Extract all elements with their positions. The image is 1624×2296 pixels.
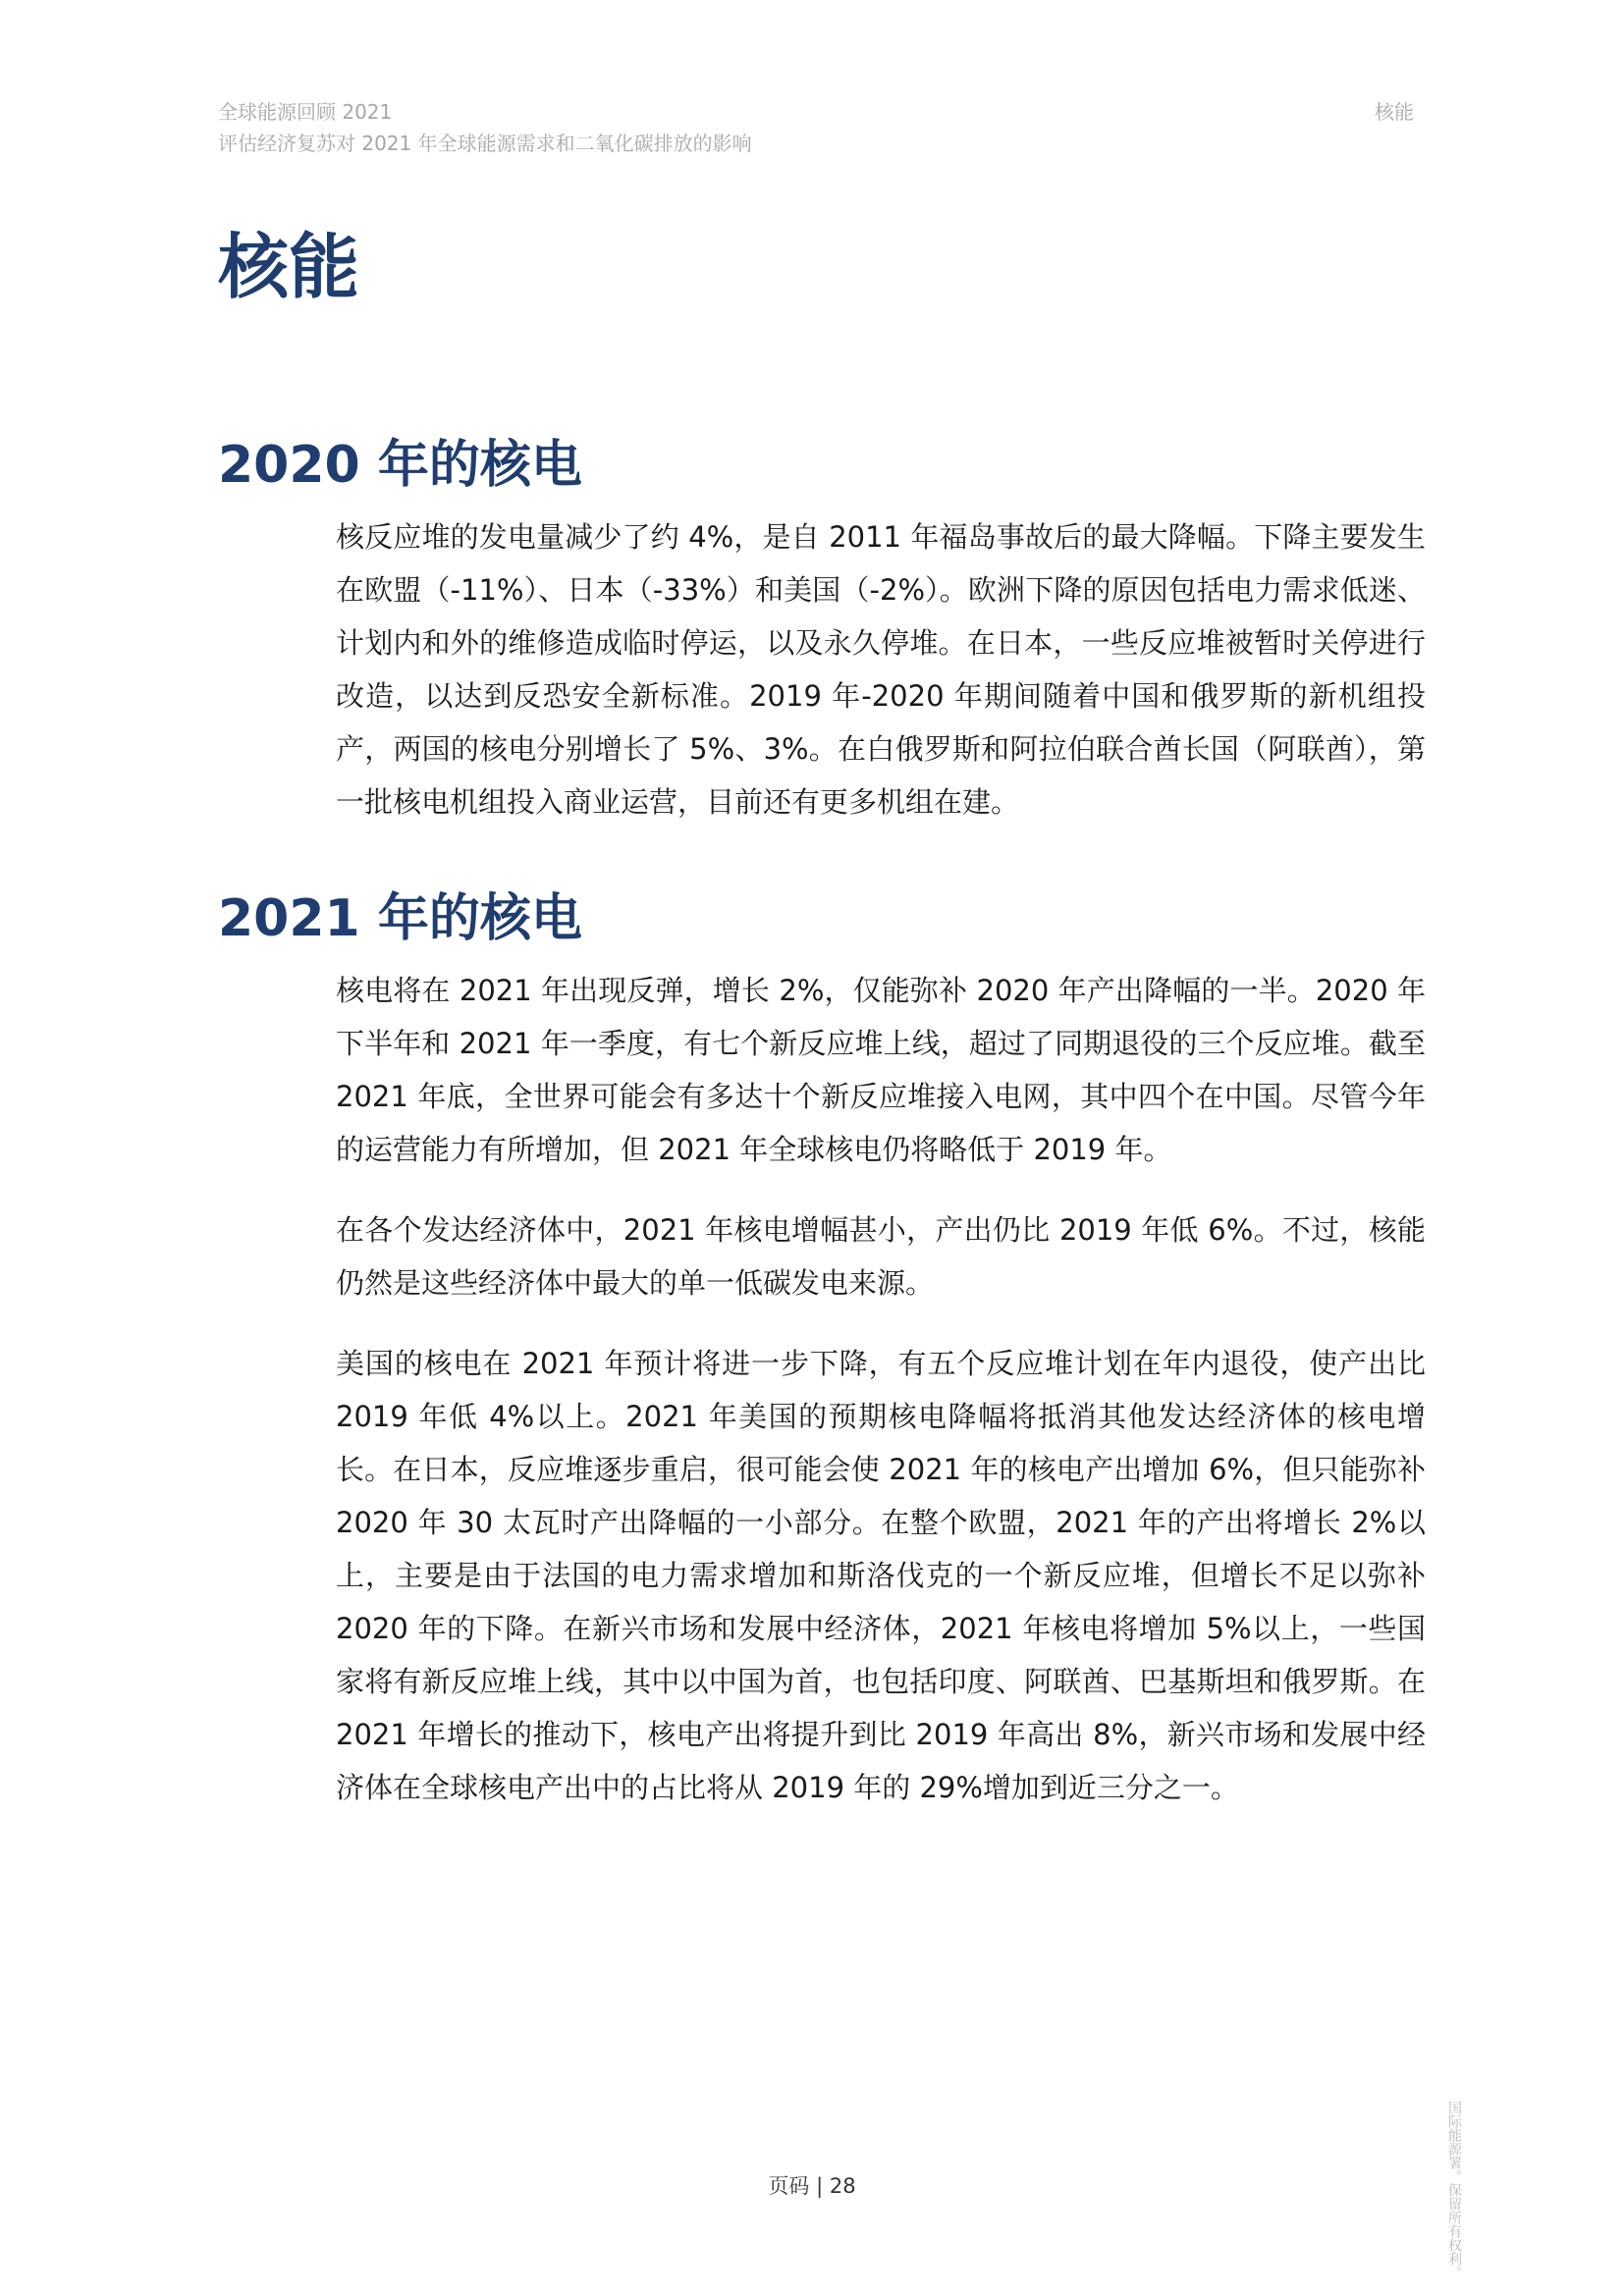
chapter-label: 核能 [1375, 100, 1414, 124]
paragraph: 核电将在 2021 年出现反弹，增长 2%，仅能弥补 2020 年产出降幅的一半。2020 年下半年和 2021 年一季度，有七个新反应堆上线，超过了同期退役的三个反应堆。截至 2021 年底，全世界可能会有多达十个新反应堆接入电网，其中四个在中国。尽管今年的运营能力有所增加，但 2021 年全球核电仍将略低于 2019 年。 [336, 974, 1426, 1166]
paragraph: 核反应堆的发电量减少了约 4%，是自 2011 年福岛事故后的最大降幅。下降主要发生在欧盟（-11%）、日本（-33%）和美国（-2%）。欧洲下降的原因包括电力需求低迷、计划内和外的维修造成临时停运，以及永久停堆。在日本，一些反应堆被暂时关停进行改造，以达到反恐安全新标准。2019 年-2020 年期间随着中国和俄罗斯的新机组投产，两国的核电分别增长了 5%、3%。在白俄罗斯和阿拉伯联合酋长国（阿联酋），第一批核电机组投入商业运营，目前还有更多机组在建。 [336, 520, 1426, 819]
page-title: 核能 [218, 226, 360, 308]
copyright-notice: 国际能源署。保留所有权利。 [1446, 2101, 1462, 2279]
report-title: 全球能源回顾 2021 [218, 100, 393, 124]
section-heading-2020: 2020 年的核电 [218, 436, 582, 495]
section-body-2021 [336, 964, 1426, 1814]
page-number: 页码 | 28 [768, 2174, 856, 2198]
report-subtitle: 评估经济复苏对 2021 年全球能源需求和二氧化碳排放的影响 [218, 132, 752, 155]
section-body-2020 [336, 510, 1426, 828]
paragraph: 美国的核电在 2021 年预计将进一步下降，有五个反应堆计划在年内退役，使产出比 2019 年低 4%以上。2021 年美国的预期核电降幅将抵消其他发达经济体的核电增长。在日本，反应堆逐步重启，很可能会使 2021 年的核电产出增加 6%，但只能弥补 2020 年 30 太瓦时产出降幅的一小部分。在整个欧盟，2021 年的产出将增长 2%以上，主要是由于法国的电力需求增加和斯洛伐克的一个新反应堆，但增长不足以弥补 2020 年的下降。在新兴市场和发展中经济体，2021 年核电将增加 5%以上，一些国家将有新反应堆上线，其中以中国为首，也包括印度、阿联酋、巴基斯坦和俄罗斯。在 2021 年增长的推动下，核电产出将提升到比 2019 年高出 8%，新兴市场和发展中经济体在全球核电产出中的占比将从 2019 年的 29%增加到近三分之一。 [336, 1347, 1426, 1804]
section-heading-2021: 2021 年的核电 [218, 889, 582, 948]
paragraph: 在各个发达经济体中，2021 年核电增幅甚小，产出仍比 2019 年低 6%。不过，核能仍然是这些经济体中最大的单一低碳发电来源。 [336, 1213, 1426, 1300]
report-info [218, 96, 752, 159]
